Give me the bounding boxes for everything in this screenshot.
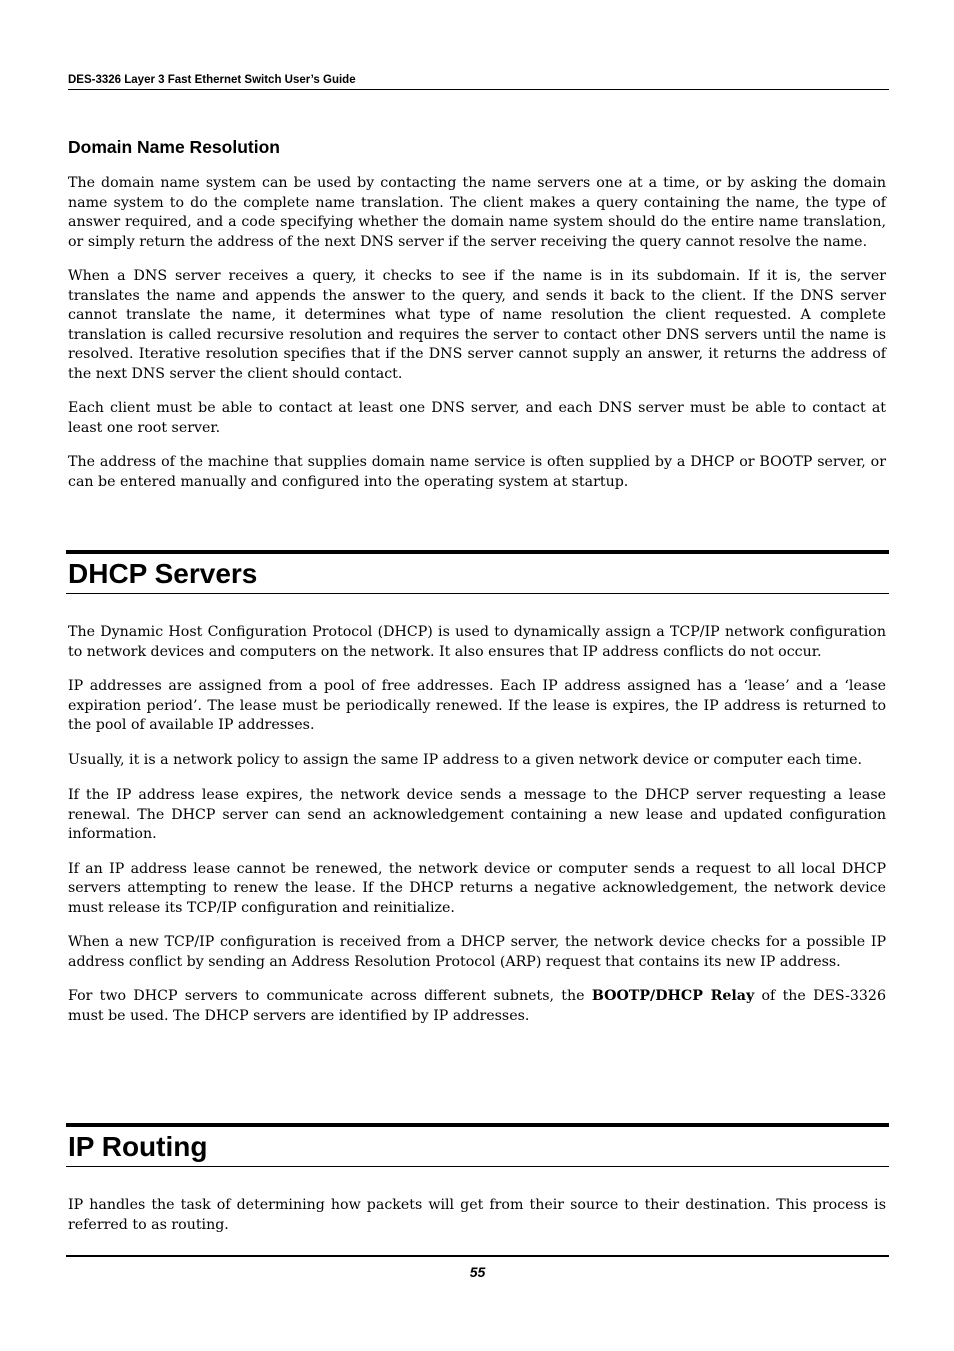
domain-paragraph-3: Each client must be able to contact at least one DNS server, and each DNS server must be able to contact at least one root server. (68, 400, 886, 436)
domain-name-resolution-heading: Domain Name Resolution (68, 137, 280, 157)
domain-section-body (68, 174, 886, 492)
routing-section-body (68, 1196, 886, 1235)
dhcp-paragraph-6: When a new TCP/IP configuration is received from a DHCP server, the network device checks for a possible IP address conflict by sending an Address Resolution Protocol (ARP) request that contains its new IP address. (68, 934, 886, 970)
relay-text-after: of the DES-3326 must be used. The DHCP servers are identified by IP addresses. (68, 988, 886, 1024)
dhcp-paragraph-1: The Dynamic Host Configuration Protocol (DHCP) is used to dynamically assign a TCP/IP network configuration to network devices and computers on the network. It also ensures that IP address conflicts do not occur. (68, 624, 886, 660)
dhcp-paragraph-2: IP addresses are assigned from a pool of free addresses. Each IP address assigned has a ‘lease’ and a ‘lease expiration period’. The lease must be periodically renewed. If the lease is expires, the IP address is returned to the pool of available IP addresses. (68, 678, 886, 733)
dhcp-section-body (68, 623, 886, 1026)
dhcp-paragraph-3: Usually, it is a network policy to assign the same IP address to a given network device or computer each time. (68, 751, 863, 768)
dhcp-servers-heading: DHCP Servers (68, 558, 258, 589)
running-header: DES-3326 Layer 3 Fast Ethernet Switch User’s Guide (68, 74, 889, 90)
routing-paragraph-1: IP handles the task of determining how packets will get from their source to their destination. This process is referred to as routing. (68, 1197, 886, 1233)
domain-paragraph-4: The address of the machine that supplies domain name service is often supplied by a DHCP or BOOTP server, or can be entered manually and configured into the operating system at startup. (68, 454, 886, 490)
dhcp-paragraph-5: If an IP address lease cannot be renewed, the network device or computer sends a request to all local DHCP servers attempting to renew the lease. If the DHCP returns a negative acknowledgement, the network device must release its TCP/IP configuration and reinitialize. (68, 860, 886, 916)
page-number: 55 (469, 1264, 486, 1280)
relay-text-before: For two DHCP servers to communicate across different subnets, the (68, 988, 592, 1004)
page-footer (66, 1255, 889, 1280)
bootp-dhcp-relay-term: BOOTP/DHCP Relay (591, 988, 755, 1004)
ip-routing-heading-block (66, 1123, 889, 1167)
ip-routing-heading: IP Routing (68, 1131, 208, 1162)
dhcp-servers-heading-block (66, 550, 889, 594)
dhcp-relay-paragraph (68, 987, 886, 1026)
domain-paragraph-1: The domain name system can be used by contacting the name servers one at a time, or by asking the domain name system to do the complete name translation. The client makes a query containing the name, the type of answer required, and a code specifying whether the domain name system should do the entire name translation, or simply return the address of the next DNS server if the server receiving the query cannot resolve the name. (68, 175, 886, 250)
domain-paragraph-2: When a DNS server receives a query, it checks to see if the name is in its subdomain. If it is, the server translates the name and appends the answer to the query, and sends it back to the client. If the DNS server cannot translate the name, it determines what type of name resolution the client requested. A complete translation is called recursive resolution and requires the server to contact other DNS servers until the name is resolved. Iterative resolution specifies that if the DNS server cannot supply an answer, it returns the address of the next DNS server the client should contact. (68, 268, 886, 382)
dhcp-paragraph-4: If the IP address lease expires, the network device sends a message to the DHCP server requesting a lease renewal. The DHCP server can send an acknowledgement containing a new lease and updated configuration information. (68, 787, 886, 842)
